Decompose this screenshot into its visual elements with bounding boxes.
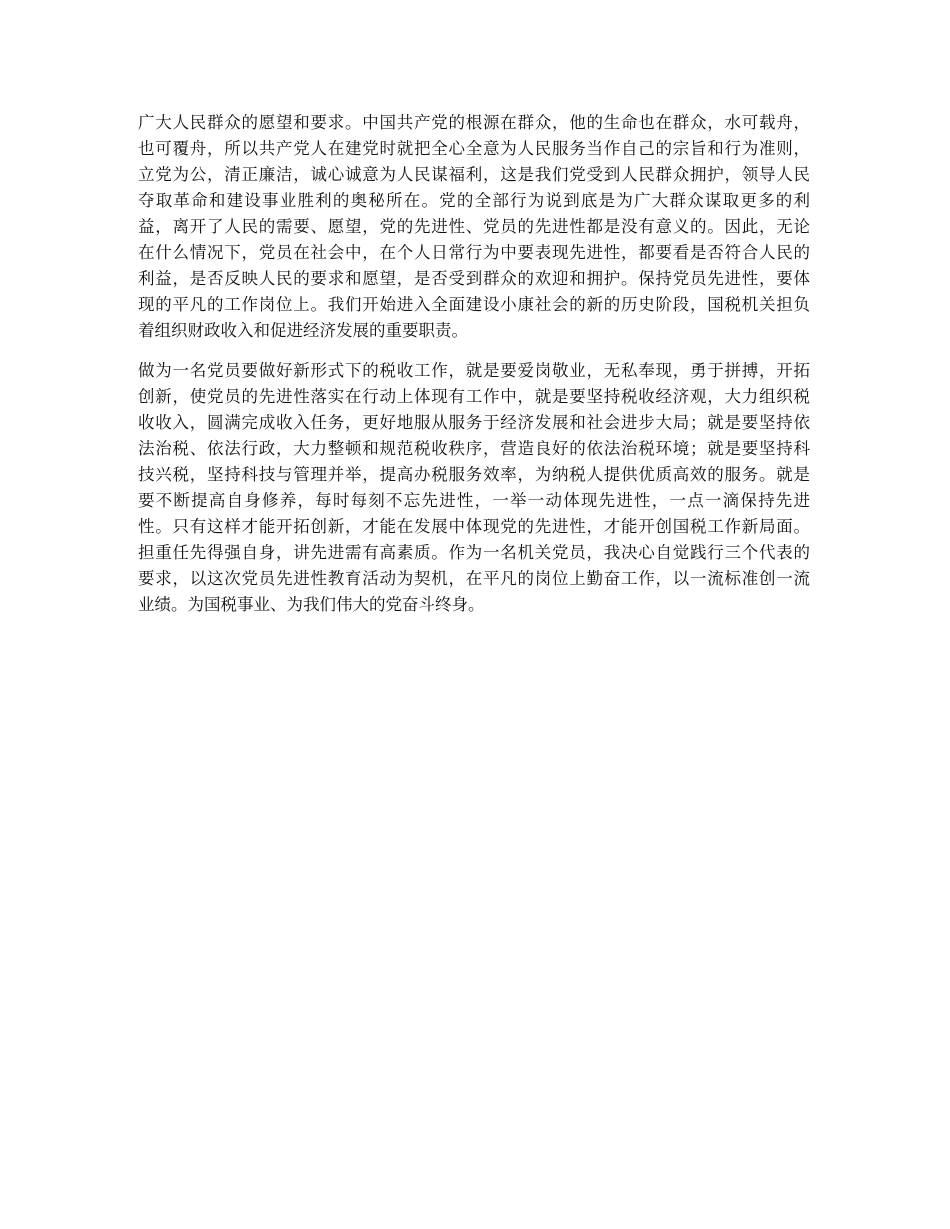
- paragraph-line: 利益，是否反映人民的要求和愿望，是否受到群众的欢迎和拥护。保持党员先进性，要体: [138, 269, 810, 288]
- paragraph-2: [138, 358, 810, 618]
- paragraph-line: 也可覆舟，所以共产党人在建党时就把全心全意为人民服务当作自己的宗旨和行为准则，: [138, 139, 810, 158]
- paragraph-line: 立党为公，清正廉洁，诚心诚意为人民谋福利，这是我们党受到人民群众拥护，领导人民: [138, 165, 810, 184]
- paragraph-line: 性。只有这样才能开拓创新，才能在发展中体现党的先进性，才能开创国税工作新局面。: [138, 517, 810, 536]
- paragraph-line: 收收入，圆满完成收入任务，更好地服从服务于经济发展和社会进步大局；就是要坚持依: [138, 413, 810, 432]
- paragraph-line: 要求，以这次党员先进性教育活动为契机，在平凡的岗位上勤奋工作，以一流标准创一流: [138, 569, 810, 588]
- paragraph-line: 做为一名党员要做好新形式下的税收工作，就是要爱岗敬业，无私奉现，勇于拼搏，开拓: [138, 361, 810, 380]
- paragraph-line: 广大人民群众的愿望和要求。中国共产党的根源在群众，他的生命也在群众，水可载舟，: [138, 113, 810, 132]
- paragraph-line: 在什么情况下，党员在社会中，在个人日常行为中要表现先进性，都要看是否符合人民的: [138, 243, 810, 262]
- paragraph-line: 技兴税，坚持科技与管理并举，提高办税服务效率，为纳税人提供优质高效的服务。就是: [138, 465, 810, 484]
- paragraph-line: 法治税、依法行政，大力整顿和规范税收秩序，营造良好的依法治税环境；就是要坚持科: [138, 439, 810, 458]
- paragraph-line: 创新，使党员的先进性落实在行动上体现有工作中，就是要坚持税收经济观，大力组织税: [138, 387, 810, 406]
- paragraph-line: 着组织财政收入和促进经济发展的重要职责。: [138, 321, 468, 340]
- paragraph-line: 夺取革命和建设事业胜利的奥秘所在。党的全部行为说到底是为广大群众谋取更多的利: [138, 191, 810, 210]
- paragraph-line: 益，离开了人民的需要、愿望，党的先进性、党员的先进性都是没有意义的。因此，无论: [138, 217, 810, 236]
- document-body: [138, 110, 810, 618]
- paragraph-1: [138, 110, 810, 344]
- paragraph-line: 担重任先得强自身，讲先进需有高素质。作为一名机关党员，我决心自觉践行三个代表的: [138, 543, 810, 562]
- paragraph-line: 要不断提高自身修养，每时每刻不忘先进性，一举一动体现先进性，一点一滴保持先进: [138, 491, 810, 510]
- paragraph-line: 现的平凡的工作岗位上。我们开始进入全面建设小康社会的新的历史阶段，国税机关担负: [138, 295, 810, 314]
- paragraph-line: 业绩。为国税事业、为我们伟大的党奋斗终身。: [138, 595, 485, 614]
